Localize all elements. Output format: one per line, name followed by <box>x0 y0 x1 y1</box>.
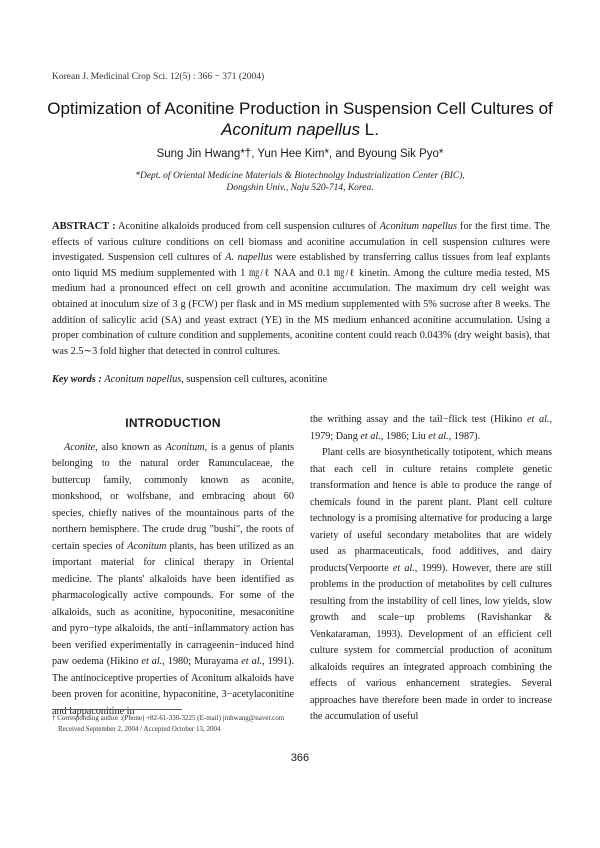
abstract-text-3: were established by transferring callus tissues from leaf explants onto liquid MS medium supplemented with 1 ㎎/ℓ NAA and 0.1 ㎎/ℓ kinetin. Among the culture media tested, MS medium had a pronounced effect on cell growth and aconitine accumulation. The maximum dry cell weight was obtained at inoculum size of 3 g (FCW) per flask and in MS medium supplemented with 5% sucrose after 8 weeks. The addition of salicylic acid (SA) and yeast extract (YE) in the MS medium enhanced aconitine accumulation. Using a proper combination of culture condition and supplements, aconitine content could reach 0.043% (dry weight basis), that was 2.5∼3 fold higher that detected in control cultures. <box>52 252 550 357</box>
italic-term: Aconitum <box>127 540 167 552</box>
keywords-values <box>104 374 327 385</box>
text-run: plants, has been utilized as an important material for clinical therapy in Oriental medicine. The plants' alkaloids have been identified as pharmacologically active compounds. For some of the alkaloids, such as aconitine, hypoconitine, mesaconitine and pyro−type alkaloids, the anti−inflammatory action has been verified experimentally in carrageenin−induced hind paw oedema (Hikino <box>52 540 294 667</box>
author-list: Sung Jin Hwang*†, Yun Hee Kim*, and Byoung Sik Pyo* <box>156 148 444 160</box>
abstract-species-1: Aconitum napellus <box>379 221 457 232</box>
abstract-species-2: A. napellus <box>225 252 273 264</box>
footnote-divider <box>52 709 182 710</box>
right-column <box>310 412 552 726</box>
intro-paragraph-2 <box>310 445 552 726</box>
citation-etal: et al. <box>360 430 381 442</box>
page-number: 366 <box>290 752 310 764</box>
title-line-1: Optimization of Aconitine Production in Suspension Cell Cultures of <box>47 99 553 118</box>
footnote-dates: Received September 2, 2004 / Accepted October 13, 2004 <box>58 725 221 733</box>
citation-etal: et al. <box>392 562 415 574</box>
intro-paragraph-1 <box>52 440 294 721</box>
citation-etal: et al. <box>141 656 163 667</box>
affiliation <box>0 170 600 194</box>
text-run: , 1987). <box>448 430 481 442</box>
intro-paragraph-1-cont <box>310 412 552 445</box>
abstract <box>52 219 550 359</box>
affiliation-line-1: *Dept. of Oriental Medicine Materials & Biotechnolgy Industrialization Center (BIC), <box>135 171 465 181</box>
title-line-2 <box>0 119 600 140</box>
text-run: , 1986; Liu <box>380 430 429 442</box>
keywords-rest: , suspension cell cultures, aconitine <box>181 374 328 385</box>
citation-etal: et al. <box>428 430 449 442</box>
keywords-label: Key words : <box>52 374 102 385</box>
abstract-text-1: Aconitine alkaloids produced from cell suspension cultures of <box>118 221 377 232</box>
paper-title <box>0 98 600 140</box>
text-run: Plant cells are biosynthetically totipotent, which means that each cell in culture retains complete genetic transformation and hence is able to produce the range of chemicals found in the parent plant. Plant cell culture technology is a promising alternative for producing a large variety of useful secondary metabolites that are widely used as pharmaceuticals, food additives, and dairy products(Verpoorte <box>310 447 552 574</box>
keyword-species: Aconitum napellus <box>104 374 182 385</box>
italic-term: Aconitum <box>165 441 205 453</box>
citation-etal: et al. <box>526 414 550 425</box>
text-run: , 1980; Murayama <box>162 656 242 667</box>
affiliation-line-2: Dongshin Univ., Naju 520-714, Korea. <box>226 183 374 193</box>
title-species: Aconitum napellus <box>221 120 360 139</box>
text-run: the writhing assay and the tail−flick test (Hikino <box>310 414 527 425</box>
abstract-label: ABSTRACT : <box>52 221 116 232</box>
footnote-corresponding-author: † Corresponding author :(Phone) +82-61-330-3225 (E-mail) jinhwang@naver.com <box>52 714 285 722</box>
keywords <box>52 374 550 385</box>
citation-etal: et al. <box>241 656 263 667</box>
text-run: , 1979; Dang <box>310 414 552 442</box>
introduction-heading: INTRODUCTION <box>125 416 221 430</box>
text-run: , also known as <box>95 441 166 453</box>
abstract-text-2: for the first time. The effects of various culture conditions on cell biomass and aconitine accumulation in cell suspension cultures were investigated. Suspension cell cultures of <box>52 221 551 264</box>
italic-term: Aconite <box>64 441 96 453</box>
footnote <box>52 713 284 735</box>
title-author-abbr: L. <box>364 120 379 139</box>
text-run: , 1991). The antinociceptive properties of Aconitum alkaloids have been proven for aconitine, hypaconitine, 3−acetylaconitine and lappaconitine in <box>52 656 294 717</box>
text-run: , 1999). However, there are still problems in the production of metabolites by cell cultures resulting from the instability of cell lines, low yields, slow growth and scale−up problems (Ravishankar & Venkataraman, 1993). Development of an efficient cell culture system for commercial production of aconitum alkaloids requires an integrated approach combining the effects of various enhancement strategies. Several approaches have therefore been made in order to increase the accumulation of useful <box>310 562 552 722</box>
journal-reference: Korean J. Medicinal Crop Sci. 12(5) : 366 − 371 (2004) <box>52 72 265 82</box>
text-run: , is a genus of plants belonging to the natural order Ranunculaceae, the buttercup family, commonly known as aconite, monkshood, or wolfsbane, and embracing about 60 species, chiefly natives of the mountainous parts of the northern hemisphere. The crude drug "bushi", the roots of certain species of <box>52 441 294 552</box>
left-column <box>52 412 294 720</box>
